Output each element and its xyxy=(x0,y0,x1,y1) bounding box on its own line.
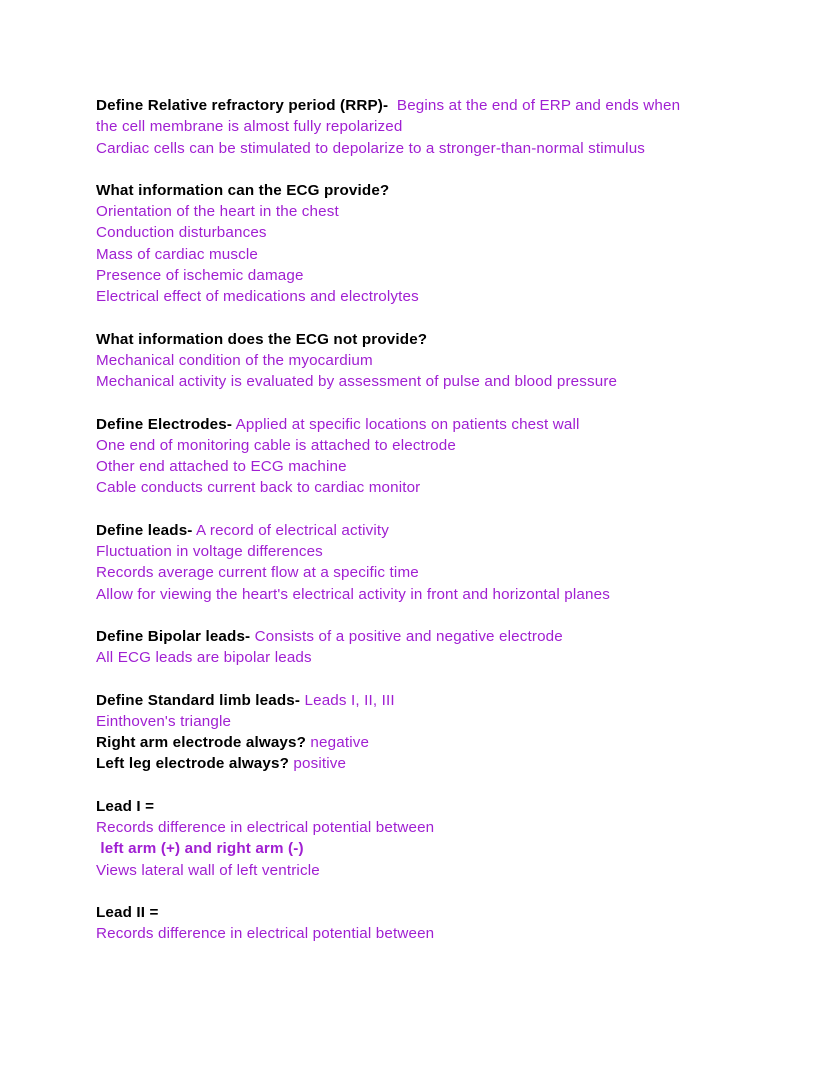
term-label: Left leg electrode always? xyxy=(96,755,290,773)
answer-line: Einthoven's triangle xyxy=(96,712,232,730)
answer-line: Orientation of the heart in the chest xyxy=(96,203,339,221)
term-definition-line xyxy=(96,414,736,435)
term-answer: positive xyxy=(289,755,347,773)
term-answer: negative xyxy=(306,734,370,752)
answer-line: One end of monitoring cable is attached to electrode xyxy=(96,436,456,454)
note-block-leads xyxy=(96,520,736,605)
term-definition-line xyxy=(96,732,736,753)
term-definition-line xyxy=(96,95,736,116)
note-block-ecg-can-provide xyxy=(96,180,736,308)
answer-line: the cell membrane is almost fully repolarized xyxy=(96,118,403,136)
answer-line: Records difference in electrical potential between xyxy=(96,925,435,943)
question-line: Lead II = xyxy=(96,903,159,921)
term-label: Define leads- xyxy=(96,521,193,539)
answer-line: Cardiac cells can be stimulated to depolarize to a stronger-than-normal stimulus xyxy=(96,139,646,157)
answer-line: Other end attached to ECG machine xyxy=(96,458,347,476)
answer-line: Conduction disturbances xyxy=(96,224,267,242)
term-answer: A record of electrical activity xyxy=(192,521,389,539)
note-block-electrodes xyxy=(96,414,736,499)
note-block-lead-one xyxy=(96,796,736,881)
answer-line: Allow for viewing the heart's electrical activity in front and horizontal planes xyxy=(96,585,610,603)
term-label: Define Relative refractory period (RRP)- xyxy=(96,97,389,114)
answer-line: Mass of cardiac muscle xyxy=(96,245,259,263)
term-answer: Leads I, II, III xyxy=(300,691,395,709)
answer-line: Mechanical activity is evaluated by assessment of pulse and blood pressure xyxy=(96,373,618,391)
answer-line: Mechanical condition of the myocardium xyxy=(96,351,373,369)
term-answer: Consists of a positive and negative electrode xyxy=(250,627,563,645)
question-line: What information does the ECG not provide? xyxy=(96,330,428,348)
answer-line: Presence of ischemic damage xyxy=(96,267,304,285)
note-block-relative-refractory-period xyxy=(96,95,736,159)
term-label: Define Standard limb leads- xyxy=(96,691,301,709)
note-block-lead-two xyxy=(96,902,736,945)
answer-line: Cable conducts current back to cardiac monitor xyxy=(96,479,421,497)
answer-line-emphasis: left arm (+) and right arm (-) xyxy=(96,840,304,858)
question-line: Lead I = xyxy=(96,797,155,815)
term-label: Right arm electrode always? xyxy=(96,734,307,752)
note-block-ecg-not-provide xyxy=(96,329,736,393)
term-label: Define Bipolar leads- xyxy=(96,627,251,645)
term-label: Define Electrodes- xyxy=(96,415,233,433)
answer-line: All ECG leads are bipolar leads xyxy=(96,649,312,667)
term-answer: Applied at specific locations on patients chest wall xyxy=(232,415,580,433)
term-answer: Begins at the end of ERP and ends when xyxy=(388,97,681,114)
term-definition-line xyxy=(96,626,736,647)
answer-line: Electrical effect of medications and electrolytes xyxy=(96,288,419,306)
question-line: What information can the ECG provide? xyxy=(96,181,390,199)
note-block-standard-limb-leads xyxy=(96,690,736,775)
term-definition-line xyxy=(96,690,736,711)
term-definition-line xyxy=(96,520,736,541)
document-body xyxy=(96,95,736,945)
note-block-bipolar-leads xyxy=(96,626,736,669)
answer-line: Records average current flow at a specific time xyxy=(96,564,419,582)
answer-line: Fluctuation in voltage differences xyxy=(96,543,323,561)
answer-line: Records difference in electrical potential between xyxy=(96,819,435,837)
answer-line: Views lateral wall of left ventricle xyxy=(96,861,320,879)
term-definition-line xyxy=(96,753,736,774)
